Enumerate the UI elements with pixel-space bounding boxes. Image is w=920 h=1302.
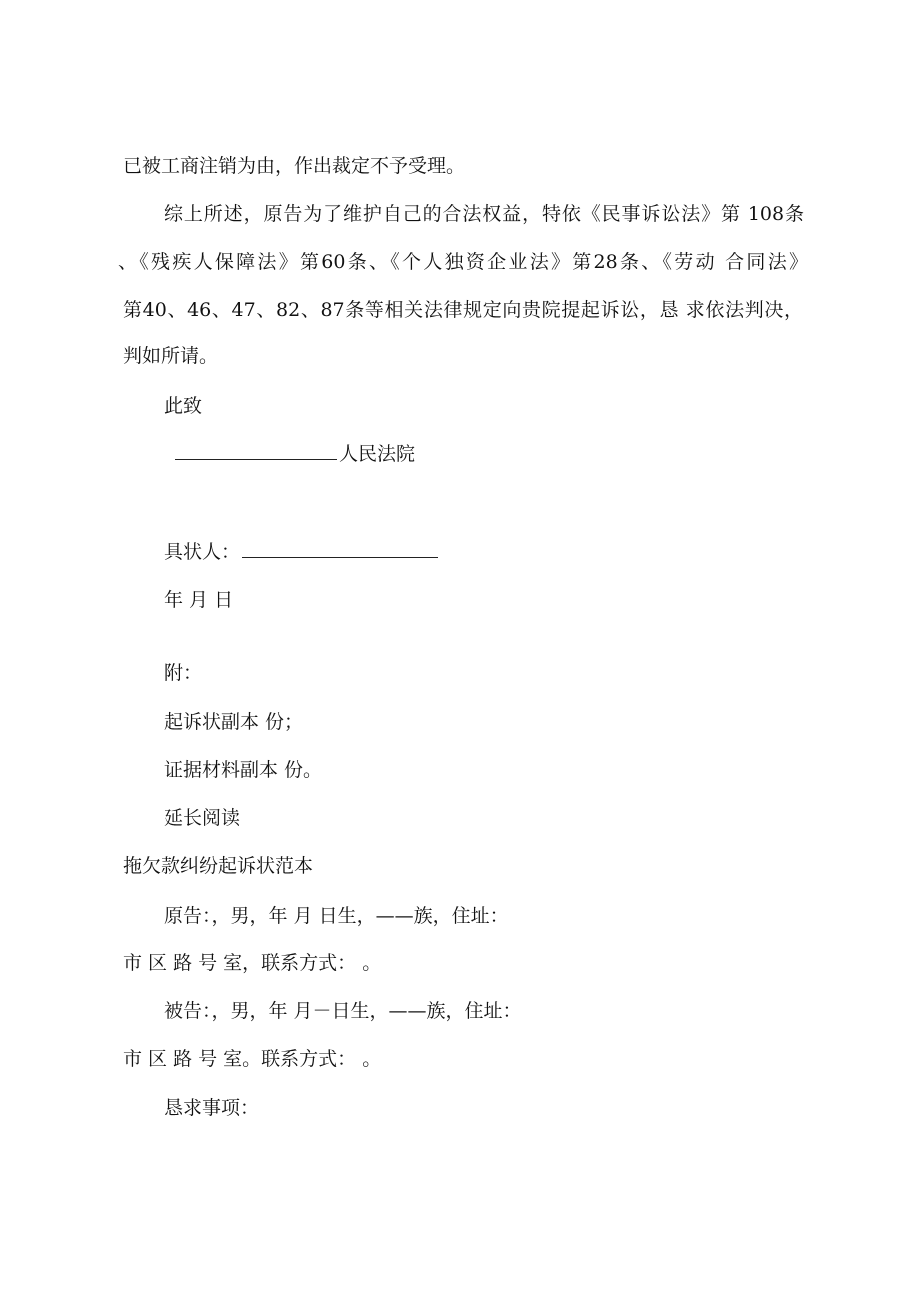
text-line	[123, 297, 803, 323]
text-line	[123, 343, 218, 369]
attachment-heading	[164, 660, 202, 686]
line-text: 附：	[164, 662, 203, 684]
line-text: 此致	[164, 395, 203, 417]
text-line	[164, 201, 804, 227]
plaintiff-address-line	[123, 950, 381, 976]
attachment-item	[164, 709, 303, 735]
line-text: 第40、46、47、82、87条等相关法律规定向贵院提起诉讼，恳 求依法判决，	[123, 299, 803, 321]
defendant-line	[164, 998, 522, 1024]
text-line	[118, 249, 808, 275]
line-text: 判如所请。	[123, 345, 219, 367]
line-text: 拖欠款纠纷起诉状范本	[123, 855, 314, 877]
line-text: 综上所述，原告为了维护自己的合法权益，特依《民事诉讼法》第 108条	[164, 203, 804, 225]
claims-heading	[164, 1095, 259, 1121]
signatory-line	[164, 539, 438, 565]
line-text: 市 区 路 号 室，联系方式： 。	[123, 952, 382, 974]
line-text: 已被工商注销为由，作出裁定不予受理。	[123, 155, 466, 177]
signatory-blank	[242, 539, 438, 558]
line-text: 延长阅读	[164, 807, 241, 829]
salutation	[164, 393, 202, 419]
sample-title	[123, 853, 313, 879]
line-text: 具状人：	[164, 541, 241, 563]
plaintiff-line	[164, 903, 509, 929]
defendant-address-line	[123, 1046, 381, 1072]
line-text: 起诉状副本 份；	[164, 711, 304, 733]
date-line	[164, 587, 233, 613]
attachment-item	[164, 757, 322, 783]
extended-reading-label	[164, 805, 240, 831]
line-text: 人民法院	[339, 443, 416, 465]
line-text: 市 区 路 号 室。联系方式： 。	[123, 1048, 382, 1070]
line-text: 恳求事项：	[164, 1097, 260, 1119]
line-text: 被告：，男，年 月－日生，——族，住址：	[164, 1000, 522, 1022]
line-text: 证据材料副本 份。	[164, 759, 323, 781]
line-text: 年 月 日	[164, 589, 234, 611]
text-line	[123, 153, 465, 179]
line-text: 、《残疾人保障法》第60条、《个人独资企业法》第28条、《劳动 合同法》	[118, 251, 808, 273]
court-line	[175, 441, 415, 467]
line-text: 原告：，男，年 月 日生，——族，住址：	[164, 905, 509, 927]
court-name-blank	[175, 441, 337, 460]
